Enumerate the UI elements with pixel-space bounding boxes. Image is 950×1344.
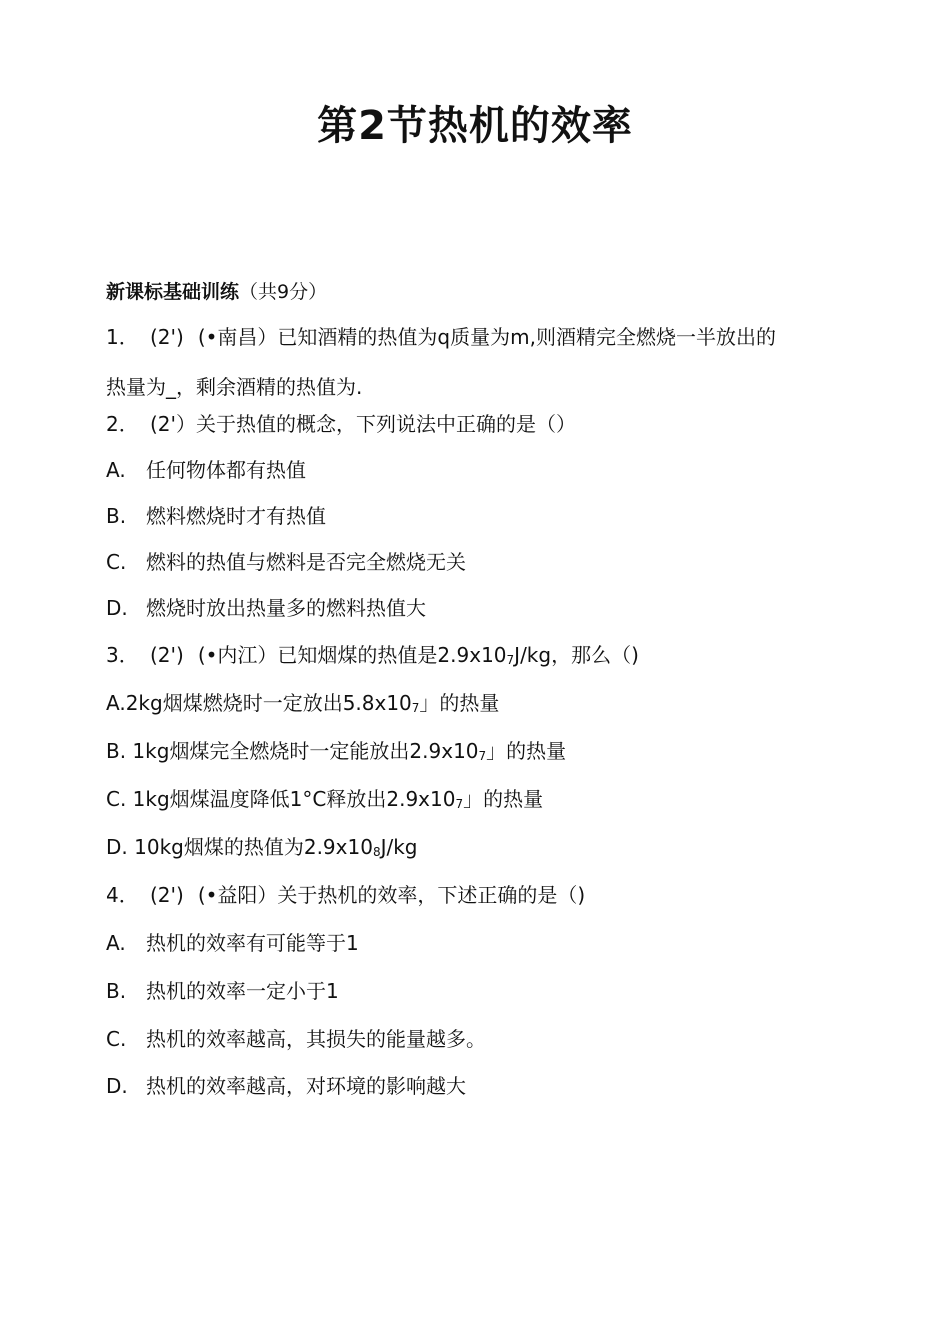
question-text: (•南昌）已知酒精的热值为q质量为m,则酒精完全燃烧一半放出的: [197, 325, 776, 349]
option-label: A.: [106, 458, 126, 482]
page-title: 第2节热机的效率: [317, 103, 633, 149]
option-label: D.: [106, 1074, 128, 1098]
question-4-option-a: [106, 929, 359, 957]
question-2-option-d: [106, 594, 426, 622]
option-label: C.: [106, 1027, 127, 1051]
question-1-line-2: 热量为_，剩余酒精的热值为.: [106, 375, 363, 399]
question-4: [106, 881, 585, 909]
section-heading-text: 新课标基础训练: [106, 281, 240, 303]
question-4-option-b: [106, 977, 339, 1005]
question-2-option-a: [106, 456, 306, 484]
option-label: D.: [106, 596, 128, 620]
question-2: [106, 410, 576, 438]
question-1-line-1: [106, 323, 776, 351]
question-number: 3．: [106, 643, 139, 667]
question-score: (2'): [150, 643, 184, 667]
option-text: 热机的效率一定小于1: [146, 979, 339, 1003]
question-3-option-c: [106, 785, 543, 816]
exponent: 8: [372, 845, 381, 859]
option-text: A.2kg烟煤燃烧时一定放出5.8x10: [106, 691, 412, 715]
option-text-end: 」的热量: [463, 787, 544, 811]
exponent: 7: [478, 749, 487, 763]
option-text: B. 1kg烟煤完全燃烧时一定能放出2.9x10: [106, 739, 479, 763]
question-3-option-b: [106, 737, 566, 768]
option-text-end: 」的热量: [486, 739, 567, 763]
exponent: 7: [411, 701, 420, 715]
question-2-option-b: [106, 502, 326, 530]
option-text: 燃料的热值与燃料是否完全燃烧无关: [146, 550, 466, 574]
option-text: 燃料燃烧时才有热值: [146, 504, 326, 528]
exponent: 7: [455, 797, 464, 811]
option-label: A.: [106, 931, 126, 955]
question-3: [106, 641, 639, 672]
option-text: C. 1kg烟煤温度降低1°C释放出2.9x10: [106, 787, 456, 811]
option-label: B.: [106, 979, 127, 1003]
option-text: 任何物体都有热值: [146, 458, 306, 482]
question-score: (2'): [150, 883, 184, 907]
question-2-option-c: [106, 548, 466, 576]
option-text: 热机的效率越高，其损失的能量越多。: [146, 1027, 486, 1051]
question-number: 1．: [106, 325, 139, 349]
option-label: C.: [106, 550, 127, 574]
option-text: 燃烧时放出热量多的燃料热值大: [146, 596, 426, 620]
section-heading: [106, 278, 327, 306]
question-text: ）关于热值的概念，下列说法中正确的是（）: [176, 412, 577, 436]
exponent: 7: [506, 653, 515, 667]
question-4-option-d: [106, 1072, 466, 1100]
option-text: 热机的效率有可能等于1: [146, 931, 359, 955]
question-score: (2'): [150, 325, 184, 349]
option-label: B.: [106, 504, 127, 528]
question-4-option-c: [106, 1025, 486, 1053]
question-3-option-d: [106, 833, 418, 864]
option-text: 热机的效率越高，对环境的影响越大: [146, 1074, 466, 1098]
question-text-end: J/kg，那么（): [514, 643, 639, 667]
question-score: (2': [150, 412, 177, 436]
question-3-option-a: [106, 689, 499, 720]
question-text: (•内江）已知烟煤的热值是2.9x10: [197, 643, 507, 667]
question-text: (•益阳）关于热机的效率，下述正确的是（): [197, 883, 586, 907]
section-points: （共9分）: [239, 281, 328, 303]
option-text-end: 」的热量: [419, 691, 500, 715]
option-text-end: J/kg: [380, 835, 418, 859]
option-text: D. 10kg烟煤的热值为2.9x10: [106, 835, 373, 859]
question-number: 4．: [106, 883, 139, 907]
question-number: 2．: [106, 412, 139, 436]
